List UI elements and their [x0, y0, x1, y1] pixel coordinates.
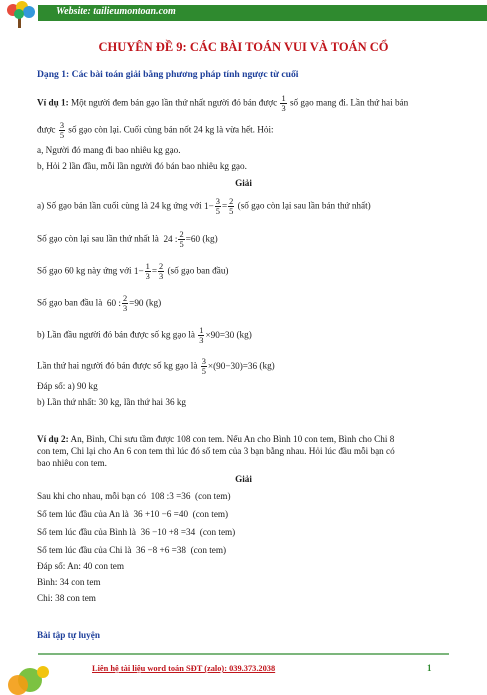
ex1-label: Ví dụ 1:	[37, 97, 69, 108]
fraction: $\frac{3}{5}$	[59, 121, 64, 140]
unit: (kg)	[202, 233, 218, 244]
sol-text: Số gạo 60 kg này ứng với	[37, 265, 132, 276]
unit: (kg)	[259, 360, 275, 371]
ex2-text: An, Bình, Chi sưu tầm được 108 con tem. Nếu An cho Bình 10 con tem, Bình cho Chi 8	[70, 434, 395, 444]
sol2-line3	[37, 527, 235, 538]
answer-chi: Chi: 38 con tem	[37, 593, 96, 603]
footer-divider	[38, 652, 449, 656]
math-expr: 36 +10 −6 =40	[133, 509, 189, 519]
sol2-line4	[37, 545, 226, 556]
sol1-line3	[37, 262, 228, 281]
sol-text: a) Số gạo bán lần cuối cùng là 24 kg ứng với	[37, 200, 202, 211]
footer-contact-link[interactable]: Liên hệ tài liệu word toán SĐT (zalo): 039.373.2038	[92, 664, 276, 673]
unit: (kg)	[145, 297, 162, 308]
tree-logo-icon	[2, 0, 38, 30]
sol-text: Số tem lúc đầu của Chi là	[37, 545, 132, 555]
math-expr: 1− $\frac{1}{3}$ = $\frac{2}{3}$	[133, 262, 164, 281]
sol-text: Số tem lúc đầu của An là	[37, 509, 129, 519]
math-expr: 24 : $\frac{2}{5}$ =60	[161, 230, 201, 249]
sol-text: (số gạo còn lại sau lần bán thứ nhất)	[237, 200, 371, 211]
unit: (con tem)	[190, 545, 227, 555]
answer-a: Đáp số: a) 90 kg	[37, 381, 98, 391]
sol-text: Lần thứ hai người đó bán được số kg gạo là	[37, 360, 198, 371]
solution-heading-2: Giải	[235, 474, 252, 484]
website-link[interactable]: Website: tailieumontoan.com	[56, 6, 176, 17]
sol1-line6	[37, 357, 275, 376]
sol-text: (số gạo ban đầu)	[167, 265, 229, 276]
math-expr: 60 : $\frac{2}{3}$ =90	[104, 294, 144, 313]
sol-text: Số gạo ban đầu là	[37, 297, 103, 308]
question-b: b, Hỏi 2 lần đầu, mỗi lần người đó bán bao nhiêu kg gạo.	[37, 161, 247, 171]
sol-text: Số tem lúc đầu của Bình là	[37, 527, 136, 537]
footer-decoration-icon	[0, 650, 60, 695]
ex1-text: số gạo mang đi. Lần thứ hai bán	[289, 97, 409, 108]
unit: (con tem)	[192, 509, 229, 519]
answer-binh: Bình: 34 con tem	[37, 577, 101, 587]
unit: (kg)	[236, 329, 252, 340]
sol1-line4	[37, 294, 161, 313]
page-number: 1	[427, 663, 432, 673]
math-expr: 36 −10 +8 =34	[140, 527, 196, 537]
practice-heading: Bài tập tự luyện	[37, 630, 100, 640]
question-a: a, Người đó mang đi bao nhiêu kg gạo.	[37, 145, 181, 155]
math-expr: 1− $\frac{3}{5}$ = $\frac{2}{5}$	[204, 197, 234, 216]
page-header	[0, 0, 487, 30]
answer-b: b) Lần thứ nhất: 30 kg, lần thứ hai 36 kg	[37, 397, 187, 407]
unit: (con tem)	[199, 527, 236, 537]
sol1-line1	[37, 197, 371, 216]
sol1-line5	[37, 326, 252, 345]
ex1-text: được	[37, 124, 56, 135]
math-expr: 108 :3 =36	[150, 491, 191, 501]
sol-text: b) Lần đầu người đó bán được số kg gạo là	[37, 329, 195, 340]
ex2-line3: bao nhiêu con tem.	[37, 458, 107, 468]
page-title: CHUYÊN ĐỀ 9: CÁC BÀI TOÁN VUI VÀ TOÁN CỔ	[98, 40, 389, 54]
ex2-line2: con tem, Chi lại cho An 6 con tem thì lúc đó số tem của 3 bạn bằng nhau. Hỏi lúc đầu mỗi bạn có	[37, 446, 395, 456]
answer-an: Đáp số: An: 40 con tem	[37, 561, 125, 571]
sol-text: Số gạo còn lại sau lần thứ nhất là	[37, 233, 159, 244]
math-expr: 36 −8 +6 =38	[136, 545, 186, 555]
section-heading: Dạng 1: Các bài toán giải bằng phương pháp tính ngược từ cuối	[37, 69, 299, 80]
ex1-text: Một người đem bán gạo lần thứ nhất người đó bán được	[70, 97, 278, 108]
sol-text: Sau khi cho nhau, mỗi bạn có	[37, 491, 146, 501]
sol2-line1	[37, 491, 231, 502]
ex1-text: số gạo còn lại. Cuối cùng bán nốt 24 kg là vừa hết. Hỏi:	[68, 124, 274, 135]
math-expr: $\frac{1}{3}$ ×90=30	[199, 326, 235, 345]
math-expr: $\frac{3}{5}$ ×(90−30)=36	[201, 357, 258, 376]
solution-heading: Giải	[235, 178, 252, 188]
sol1-line2	[37, 230, 218, 249]
fraction: $\frac{1}{3}$	[281, 94, 286, 113]
unit: (con tem)	[195, 491, 231, 501]
ex1-line1	[37, 94, 408, 113]
ex2-line1	[37, 434, 394, 445]
sol2-line2	[37, 509, 228, 520]
ex2-label: Ví dụ 2:	[37, 434, 69, 444]
ex1-line2	[37, 121, 274, 140]
